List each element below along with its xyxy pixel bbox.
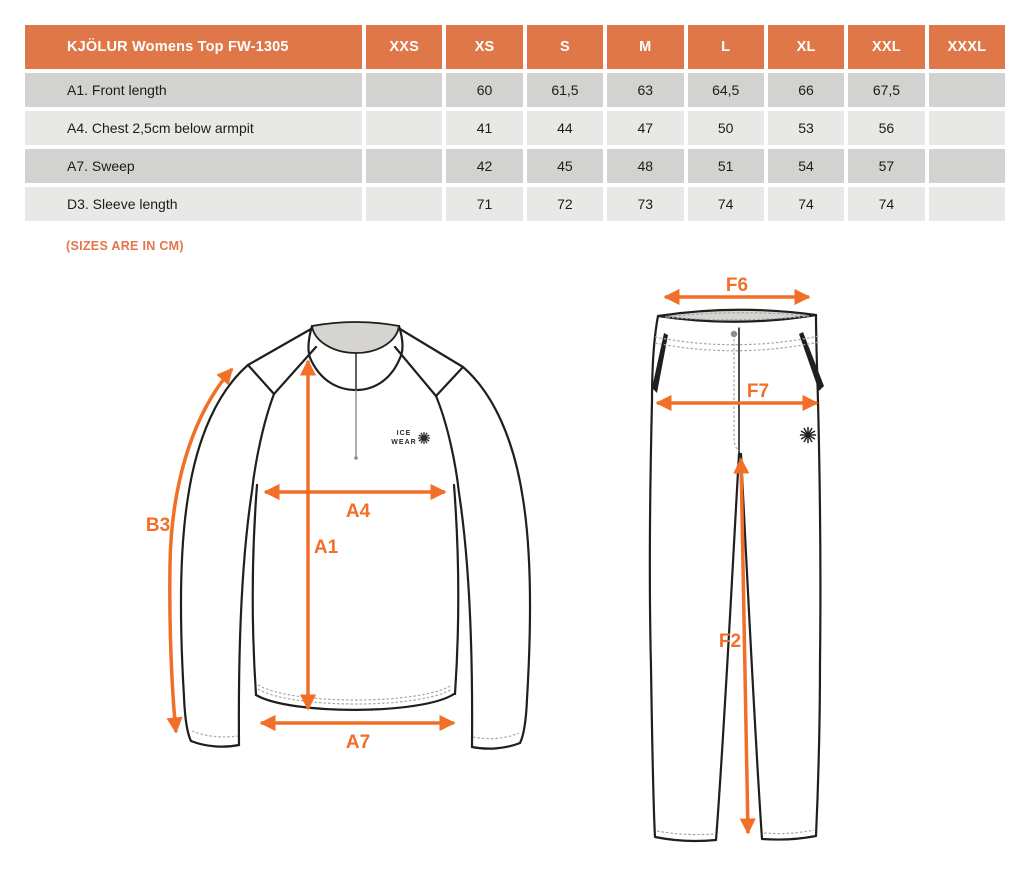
value-cell bbox=[366, 111, 442, 145]
value-cell: 67,5 bbox=[848, 73, 924, 107]
size-header-xs: XS bbox=[446, 25, 522, 69]
shirt-outline bbox=[181, 322, 530, 749]
value-cell: 66 bbox=[768, 73, 844, 107]
row-label: D3. Sleeve length bbox=[25, 187, 362, 221]
value-cell bbox=[929, 187, 1005, 221]
size-header-s: S bbox=[527, 25, 603, 69]
icewear-logo bbox=[391, 430, 429, 446]
value-cell: 63 bbox=[607, 73, 683, 107]
value-cell: 72 bbox=[527, 187, 603, 221]
value-cell bbox=[366, 149, 442, 183]
value-cell: 56 bbox=[848, 111, 924, 145]
snowflake-icon bbox=[801, 428, 816, 443]
size-header-xxs: XXS bbox=[366, 25, 442, 69]
svg-text:WEAR: WEAR bbox=[391, 439, 417, 446]
snowflake-icon bbox=[419, 433, 430, 444]
sizes-unit-note: (SIZES ARE IN CM) bbox=[66, 239, 184, 253]
value-cell: 51 bbox=[688, 149, 764, 183]
f6-label: F6 bbox=[725, 275, 749, 296]
value-cell: 50 bbox=[688, 111, 764, 145]
table-title-cell: KJÖLUR Womens Top FW-1305 bbox=[25, 25, 362, 69]
value-cell: 42 bbox=[446, 149, 522, 183]
value-cell bbox=[929, 73, 1005, 107]
size-header-xxxl: XXXL bbox=[929, 25, 1005, 69]
a4-label: A4 bbox=[345, 501, 371, 522]
top-garment-diagram bbox=[140, 295, 560, 785]
value-cell: 74 bbox=[688, 187, 764, 221]
value-cell: 53 bbox=[768, 111, 844, 145]
row-label: A4. Chest 2,5cm below armpit bbox=[25, 111, 362, 145]
value-cell: 74 bbox=[848, 187, 924, 221]
shirt-stitching bbox=[192, 685, 519, 739]
value-cell: 54 bbox=[768, 149, 844, 183]
value-cell: 73 bbox=[607, 187, 683, 221]
b3-label: B3 bbox=[145, 515, 171, 536]
value-cell bbox=[929, 111, 1005, 145]
value-cell: 61,5 bbox=[527, 73, 603, 107]
value-cell: 60 bbox=[446, 73, 522, 107]
value-cell: 48 bbox=[607, 149, 683, 183]
size-header-xl: XL bbox=[768, 25, 844, 69]
f7-label: F7 bbox=[746, 381, 770, 402]
f2-label: F2 bbox=[718, 631, 742, 652]
value-cell: 44 bbox=[527, 111, 603, 145]
value-cell: 64,5 bbox=[688, 73, 764, 107]
b3-arrow bbox=[170, 369, 232, 732]
row-label: A7. Sweep bbox=[25, 149, 362, 183]
size-header-l: L bbox=[688, 25, 764, 69]
row-label: A1. Front length bbox=[25, 73, 362, 107]
pants-outline bbox=[650, 310, 820, 841]
pants-stitching bbox=[655, 313, 819, 835]
size-header-m: M bbox=[607, 25, 683, 69]
value-cell bbox=[366, 187, 442, 221]
a7-label: A7 bbox=[345, 732, 371, 753]
size-header-xxl: XXL bbox=[848, 25, 924, 69]
collar-inside bbox=[312, 322, 399, 353]
value-cell: 41 bbox=[446, 111, 522, 145]
value-cell: 74 bbox=[768, 187, 844, 221]
a1-label: A1 bbox=[313, 537, 339, 558]
value-cell bbox=[366, 73, 442, 107]
waist-button bbox=[731, 331, 737, 337]
svg-text:ICE: ICE bbox=[396, 430, 412, 437]
value-cell bbox=[929, 149, 1005, 183]
value-cell: 57 bbox=[848, 149, 924, 183]
size-table bbox=[25, 25, 1005, 221]
value-cell: 45 bbox=[527, 149, 603, 183]
value-cell: 47 bbox=[607, 111, 683, 145]
pants-garment-diagram bbox=[640, 275, 880, 875]
value-cell: 71 bbox=[446, 187, 522, 221]
